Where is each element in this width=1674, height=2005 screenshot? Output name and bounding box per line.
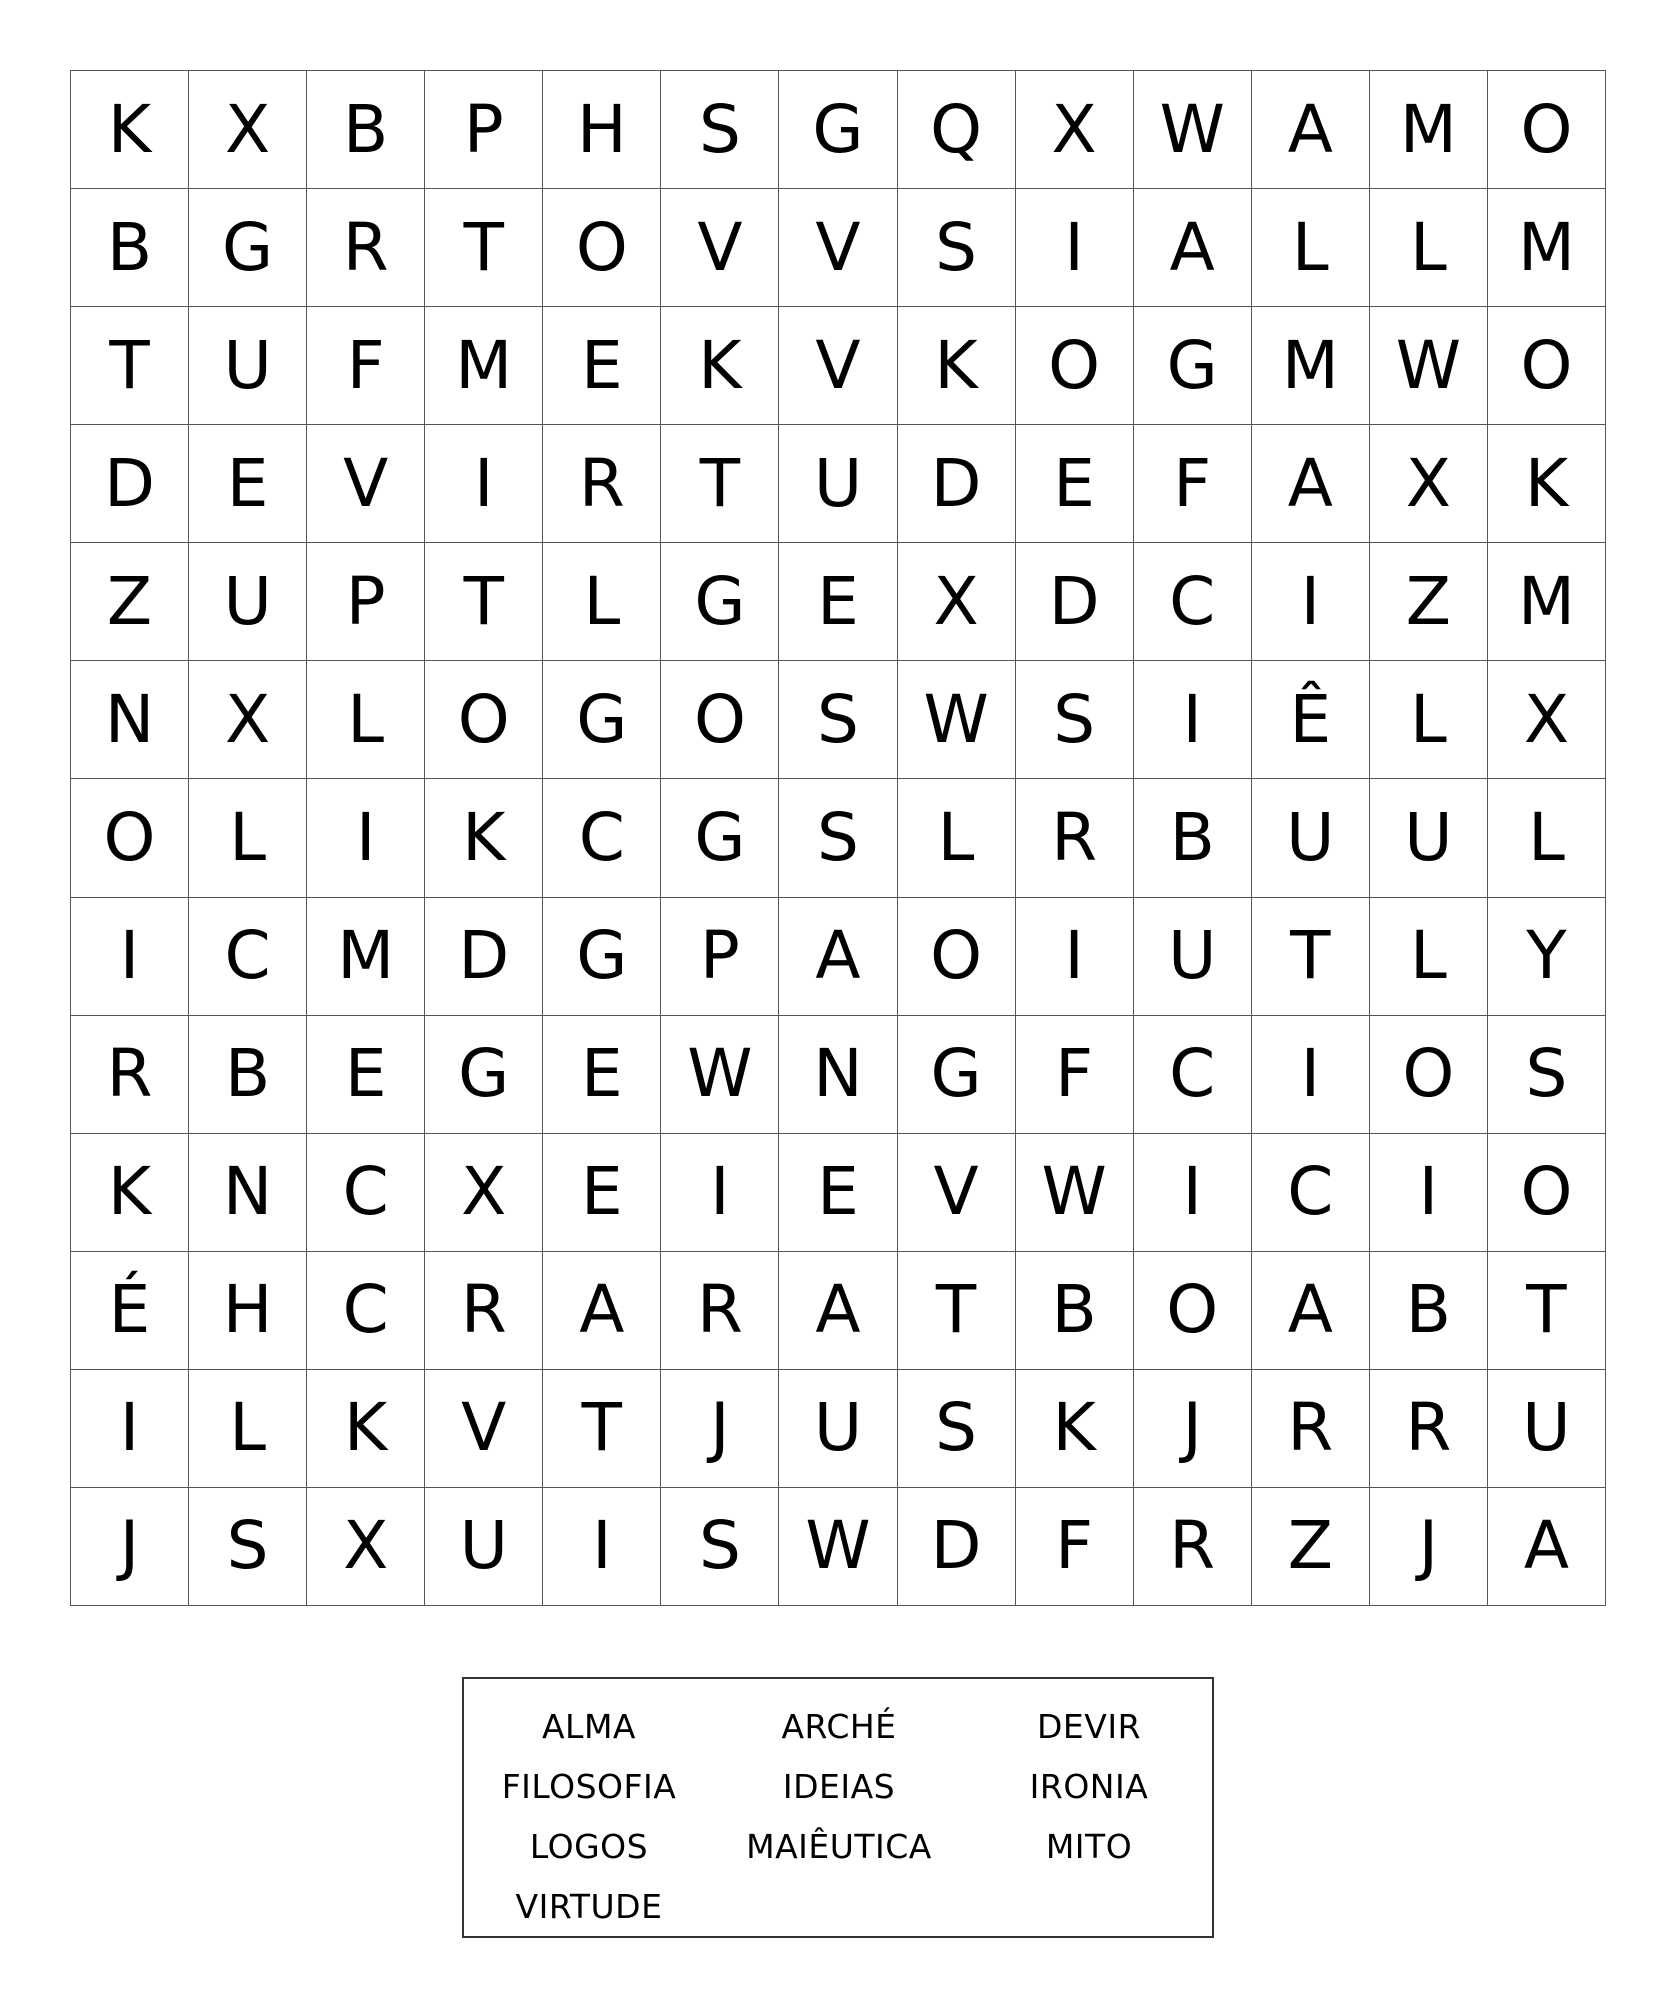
grid-cell[interactable]: G — [543, 898, 661, 1016]
grid-cell[interactable]: E — [189, 425, 307, 543]
grid-cell[interactable]: X — [307, 1488, 425, 1606]
grid-cell[interactable]: T — [425, 189, 543, 307]
grid-cell[interactable]: W — [1016, 1134, 1134, 1252]
grid-cell[interactable]: A — [1252, 71, 1370, 189]
grid-cell[interactable]: O — [1488, 71, 1606, 189]
grid-cell[interactable]: G — [661, 543, 779, 661]
grid-cell[interactable]: O — [543, 189, 661, 307]
grid-cell[interactable]: I — [71, 898, 189, 1016]
grid-cell[interactable]: X — [1370, 425, 1488, 543]
grid-cell[interactable]: J — [661, 1370, 779, 1488]
grid-cell[interactable]: V — [779, 189, 897, 307]
grid-cell[interactable]: K — [71, 71, 189, 189]
grid-cell[interactable]: U — [189, 307, 307, 425]
grid-cell[interactable]: L — [1370, 661, 1488, 779]
grid-cell[interactable]: Z — [1370, 543, 1488, 661]
grid-cell[interactable]: W — [661, 1016, 779, 1134]
grid-cell[interactable]: T — [543, 1370, 661, 1488]
grid-cell[interactable]: M — [1252, 307, 1370, 425]
grid-cell[interactable]: S — [898, 189, 1016, 307]
grid-cell[interactable]: Ê — [1252, 661, 1370, 779]
grid-cell[interactable]: L — [307, 661, 425, 779]
grid-cell[interactable]: C — [307, 1134, 425, 1252]
grid-cell[interactable]: E — [779, 1134, 897, 1252]
grid-cell[interactable]: N — [779, 1016, 897, 1134]
grid-cell[interactable]: E — [543, 1134, 661, 1252]
word-list-item: LOGOS — [529, 1827, 649, 1866]
grid-cell[interactable]: L — [1488, 779, 1606, 897]
grid-cell[interactable]: O — [1488, 1134, 1606, 1252]
grid-cell[interactable]: F — [1134, 425, 1252, 543]
grid-cell[interactable]: G — [1134, 307, 1252, 425]
word-list-item: ALMA — [541, 1707, 636, 1746]
grid-cell[interactable]: V — [661, 189, 779, 307]
grid-cell[interactable]: A — [1134, 189, 1252, 307]
grid-cell[interactable]: G — [189, 189, 307, 307]
grid-cell[interactable]: V — [779, 307, 897, 425]
grid-cell[interactable]: J — [1370, 1488, 1488, 1606]
grid-cell[interactable]: V — [898, 1134, 1016, 1252]
grid-cell[interactable]: É — [71, 1252, 189, 1370]
grid-cell[interactable]: C — [189, 898, 307, 1016]
grid-cell[interactable]: B — [189, 1016, 307, 1134]
grid-cell[interactable]: J — [1134, 1370, 1252, 1488]
grid-cell[interactable]: F — [1016, 1488, 1134, 1606]
grid-cell[interactable]: D — [1016, 543, 1134, 661]
grid-cell[interactable]: O — [1488, 307, 1606, 425]
grid-cell[interactable]: N — [71, 661, 189, 779]
grid-cell[interactable]: W — [898, 661, 1016, 779]
grid-cell[interactable]: S — [779, 661, 897, 779]
grid-cell[interactable]: S — [1488, 1016, 1606, 1134]
grid-cell[interactable]: K — [1016, 1370, 1134, 1488]
grid-cell[interactable]: O — [425, 661, 543, 779]
grid-cell[interactable]: S — [661, 71, 779, 189]
grid-cell[interactable]: N — [189, 1134, 307, 1252]
grid-cell[interactable]: V — [425, 1370, 543, 1488]
grid-cell[interactable]: A — [543, 1252, 661, 1370]
grid-cell[interactable]: H — [543, 71, 661, 189]
grid-cell[interactable]: D — [898, 425, 1016, 543]
grid-cell[interactable]: S — [1016, 661, 1134, 779]
grid-cell[interactable]: L — [898, 779, 1016, 897]
grid-cell[interactable]: K — [661, 307, 779, 425]
grid-cell[interactable]: Y — [1488, 898, 1606, 1016]
grid-cell[interactable]: T — [1252, 898, 1370, 1016]
grid-cell[interactable]: V — [307, 425, 425, 543]
grid-cell[interactable]: B — [1370, 1252, 1488, 1370]
grid-cell[interactable]: W — [1370, 307, 1488, 425]
grid-cell[interactable]: M — [1488, 543, 1606, 661]
grid-cell[interactable]: K — [898, 307, 1016, 425]
grid-cell[interactable]: R — [307, 189, 425, 307]
grid-cell[interactable]: X — [1488, 661, 1606, 779]
grid-cell[interactable]: T — [1488, 1252, 1606, 1370]
grid-cell[interactable]: I — [307, 779, 425, 897]
grid-cell[interactable]: U — [189, 543, 307, 661]
grid-cell[interactable]: D — [425, 898, 543, 1016]
grid-cell[interactable]: D — [71, 425, 189, 543]
grid-cell[interactable]: S — [898, 1370, 1016, 1488]
grid-cell[interactable]: B — [1016, 1252, 1134, 1370]
grid-cell[interactable]: P — [307, 543, 425, 661]
grid-cell[interactable]: M — [1370, 71, 1488, 189]
word-list-item: MAIÊUTICA — [746, 1827, 932, 1866]
grid-cell[interactable]: A — [1488, 1488, 1606, 1606]
grid-cell[interactable]: G — [425, 1016, 543, 1134]
grid-cell[interactable]: G — [543, 661, 661, 779]
grid-cell[interactable]: O — [1370, 1016, 1488, 1134]
grid-cell[interactable]: E — [543, 307, 661, 425]
grid-cell[interactable]: T — [898, 1252, 1016, 1370]
grid-cell[interactable]: A — [779, 1252, 897, 1370]
grid-cell[interactable]: C — [543, 779, 661, 897]
grid-cell[interactable]: L — [543, 543, 661, 661]
grid-cell[interactable]: Z — [71, 543, 189, 661]
grid-cell[interactable]: X — [189, 71, 307, 189]
grid-cell[interactable]: K — [307, 1370, 425, 1488]
grid-cell[interactable]: U — [425, 1488, 543, 1606]
grid-cell[interactable]: H — [189, 1252, 307, 1370]
word-list-item: FILOSOFIA — [501, 1767, 677, 1806]
grid-cell[interactable]: E — [1016, 425, 1134, 543]
grid-cell[interactable]: U — [1488, 1370, 1606, 1488]
grid-cell[interactable]: L — [189, 779, 307, 897]
grid-cell[interactable]: I — [1016, 898, 1134, 1016]
grid-cell[interactable]: U — [1134, 898, 1252, 1016]
grid-cell[interactable]: T — [661, 425, 779, 543]
word-list-item: MITO — [1045, 1827, 1133, 1866]
grid-cell[interactable]: T — [425, 543, 543, 661]
word-list-item: DEVIR — [1037, 1707, 1141, 1746]
grid-cell[interactable]: S — [779, 779, 897, 897]
grid-cell[interactable]: T — [71, 307, 189, 425]
word-list-box — [462, 1677, 1214, 1938]
grid-cell[interactable]: A — [1252, 1252, 1370, 1370]
word-list-item: IDEIAS — [782, 1767, 896, 1806]
grid-cell[interactable]: B — [1134, 779, 1252, 897]
grid-cell[interactable]: D — [898, 1488, 1016, 1606]
grid-cell[interactable]: K — [425, 779, 543, 897]
grid-cell[interactable]: I — [1252, 543, 1370, 661]
grid-cell[interactable]: X — [189, 661, 307, 779]
grid-cell[interactable]: Z — [1252, 1488, 1370, 1606]
grid-cell[interactable]: U — [779, 1370, 897, 1488]
grid-cell[interactable]: P — [661, 898, 779, 1016]
grid-cell[interactable]: E — [543, 1016, 661, 1134]
letter-grid — [70, 70, 1606, 1606]
grid-cell[interactable]: R — [71, 1016, 189, 1134]
grid-cell[interactable]: U — [1370, 779, 1488, 897]
word-list-item: VIRTUDE — [515, 1887, 663, 1926]
grid-cell[interactable]: I — [1252, 1016, 1370, 1134]
word-list — [464, 1697, 1212, 1937]
grid-cell[interactable]: L — [189, 1370, 307, 1488]
grid-cell[interactable]: J — [71, 1488, 189, 1606]
grid-cell[interactable]: R — [543, 425, 661, 543]
grid-cell[interactable]: U — [779, 425, 897, 543]
word-list-item: IRONIA — [1029, 1767, 1149, 1806]
grid-cell[interactable]: E — [779, 543, 897, 661]
grid-cell[interactable]: R — [1134, 1488, 1252, 1606]
grid-cell[interactable]: K — [71, 1134, 189, 1252]
grid-cell[interactable]: I — [1134, 661, 1252, 779]
grid-cell[interactable]: M — [307, 898, 425, 1016]
grid-cell[interactable]: G — [898, 1016, 1016, 1134]
grid-cell[interactable]: M — [1488, 189, 1606, 307]
grid-cell[interactable]: R — [1370, 1370, 1488, 1488]
grid-cell[interactable]: L — [1370, 189, 1488, 307]
grid-cell[interactable]: R — [1252, 1370, 1370, 1488]
grid-cell[interactable]: Q — [898, 71, 1016, 189]
grid-cell[interactable]: C — [307, 1252, 425, 1370]
grid-cell[interactable]: M — [425, 307, 543, 425]
grid-cell[interactable]: I — [543, 1488, 661, 1606]
grid-cell[interactable]: I — [1134, 1134, 1252, 1252]
grid-cell[interactable]: L — [1370, 898, 1488, 1016]
word-list-item: ARCHÉ — [781, 1707, 897, 1746]
grid-cell[interactable]: P — [425, 71, 543, 189]
grid-cell[interactable]: R — [661, 1252, 779, 1370]
grid-cell[interactable]: L — [1252, 189, 1370, 307]
grid-cell[interactable]: O — [898, 898, 1016, 1016]
grid-cell[interactable]: A — [1252, 425, 1370, 543]
grid-cell[interactable]: I — [1370, 1134, 1488, 1252]
grid-cell[interactable]: G — [779, 71, 897, 189]
grid-cell[interactable]: K — [1488, 425, 1606, 543]
grid-cell[interactable]: O — [1016, 307, 1134, 425]
grid-cell[interactable]: C — [1134, 543, 1252, 661]
grid-cell[interactable]: O — [71, 779, 189, 897]
grid-cell[interactable]: O — [661, 661, 779, 779]
grid-cell[interactable]: S — [661, 1488, 779, 1606]
grid-cell[interactable]: C — [1134, 1016, 1252, 1134]
grid-cell[interactable]: B — [71, 189, 189, 307]
grid-cell[interactable]: X — [898, 543, 1016, 661]
grid-cell[interactable]: X — [425, 1134, 543, 1252]
grid-cell[interactable]: S — [189, 1488, 307, 1606]
grid-cell[interactable]: I — [1016, 189, 1134, 307]
grid-cell[interactable]: B — [307, 71, 425, 189]
grid-cell[interactable]: R — [425, 1252, 543, 1370]
grid-cell[interactable]: O — [1134, 1252, 1252, 1370]
grid-cell[interactable]: I — [71, 1370, 189, 1488]
grid-cell[interactable]: C — [1252, 1134, 1370, 1252]
grid-cell[interactable]: W — [1134, 71, 1252, 189]
grid-cell[interactable]: I — [425, 425, 543, 543]
grid-cell[interactable]: E — [307, 1016, 425, 1134]
grid-cell[interactable]: W — [779, 1488, 897, 1606]
grid-cell[interactable]: I — [661, 1134, 779, 1252]
grid-cell[interactable]: G — [661, 779, 779, 897]
grid-cell[interactable]: A — [779, 898, 897, 1016]
grid-cell[interactable]: U — [1252, 779, 1370, 897]
grid-cell[interactable]: R — [1016, 779, 1134, 897]
grid-cell[interactable]: F — [1016, 1016, 1134, 1134]
grid-cell[interactable]: F — [307, 307, 425, 425]
grid-cell[interactable]: X — [1016, 71, 1134, 189]
